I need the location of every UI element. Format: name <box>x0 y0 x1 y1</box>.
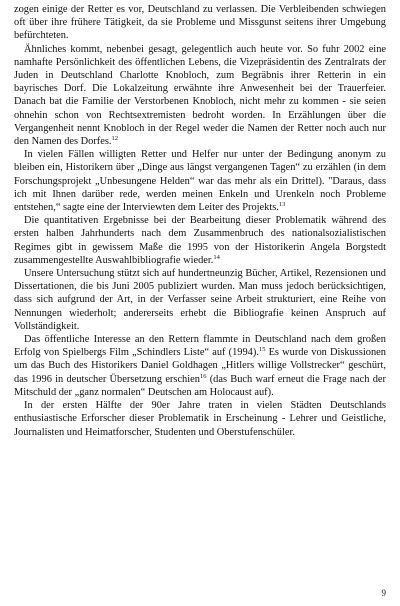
paragraph <box>14 267 386 333</box>
footnote-marker: 16 <box>199 372 207 380</box>
paragraph-text: Das öffentliche Interesse an den Rettern flammte in Deutschland nach dem großen Erfolg von Spielbergs Film „Schindlers Liste“ auf (1994). <box>14 334 386 359</box>
footnote-marker: 15 <box>258 346 266 354</box>
paragraph-text: In vielen Fällen willigten Retter und Helfer nur unter der Bedingung anonym zu bleiben ein, Historikern über „Dinge aus längst vergangenen Tagen“ zu erzählen (in dem Forschungsprojekt „Unbesungene Helden“ war das mehr als ein Drittel). "Daraus, dass ich mit Ihnen darüber rede, werden meinen Enkeln und Urenkeln noch Probleme entstehen,“ sagte eine der Interviewten dem Leiter des Projekts. <box>14 149 386 214</box>
paragraph-text: Es wurde von Diskussionen um das Buch des Historikers Daniel Goldhagen „Hitlers willige Vollstrecker“ geschürt, das 1996 in deutscher Übersetzung erschien <box>14 347 386 385</box>
paragraph-text: Unsere Untersuchung stützt sich auf hundertneunzig Bücher, Artikel, Rezensionen und Dissertationen, die bis Juni 2005 publiziert wurden. Man muss jedoch berücksichtigen, dass sich aufgrund der Art, in der Verfasser seine Arbeit strukturiert, eine Reihe von Nennungen wiederholt; andererseits erhebt die Bibliografie keinen Anspruch auf Vollständigkeit. <box>14 268 386 332</box>
paragraph-text: (das Buch warf erneut die Frage nach der Mitschuld der „ganz normalen“ Deutschen am Holocaust auf). <box>14 373 386 398</box>
footnote-marker: 14 <box>213 253 220 261</box>
page-number: 9 <box>381 588 386 598</box>
paragraph-text: In der ersten Hälfte der 90er Jahre traten in vielen Städten Deutschlands enthusiastische Erforscher dieser Problematik in Erscheinung - Lehrer und Geistliche, Journalisten und Heimatforscher, Studenten und Oberstufenschüler. <box>14 400 386 438</box>
body-text <box>14 3 386 439</box>
footnote-marker: 13 <box>278 201 286 209</box>
paragraph-text: Die quantitativen Ergebnisse bei der Bearbeitung dieser Problematik während des ersten halben Jahrhunderts nach dem Zusammenbruch des nationalsozialistischen Regimes gibt in gewissem Maße die 1995 von der Historikerin Angela Borgstedt zusammengestellte Auswahlbibliografie wieder. <box>14 215 386 266</box>
paragraph <box>14 399 386 439</box>
paragraph <box>14 3 386 43</box>
paragraph <box>14 43 386 149</box>
paragraph-text: zogen einige der Retter es vor, Deutschland zu verlassen. Die Verbleibenden schwiegen oft über ihre frühere Tätigkeit, da sie Probleme und Missgunst seitens ihrer Umgebung befürchteten. <box>14 4 386 42</box>
paragraph <box>14 214 386 267</box>
paragraph-text: Ähnliches kommt, nebenbei gesagt, gelegentlich auch heute vor. So fuhr 2002 eine namhafte Persönlichkeit des öffentlichen Lebens, die Vizepräsidentin des Zentralrats der Juden in Deutschland Charlotte Knobloch, zum Begräbnis ihrer Retterin in ein bayrisches Dorf. Die Lokalzeitung erwähnte ihre Anwesenheit bei der Trauerfeier. Danach bat die Familie der Verstorbenen Knobloch, nicht mehr zu kommen - sie seien ohnehin schon von Rechtsextremisten bedroht worden. In Erzählungen über die Vergangenheit nennt Knobloch in der Regel weder die Namen der Retter noch auch nur den Namen des Dorfes. <box>14 43 386 148</box>
footnote-marker: 12 <box>111 135 119 143</box>
paragraph <box>14 148 386 214</box>
paragraph <box>14 333 386 399</box>
